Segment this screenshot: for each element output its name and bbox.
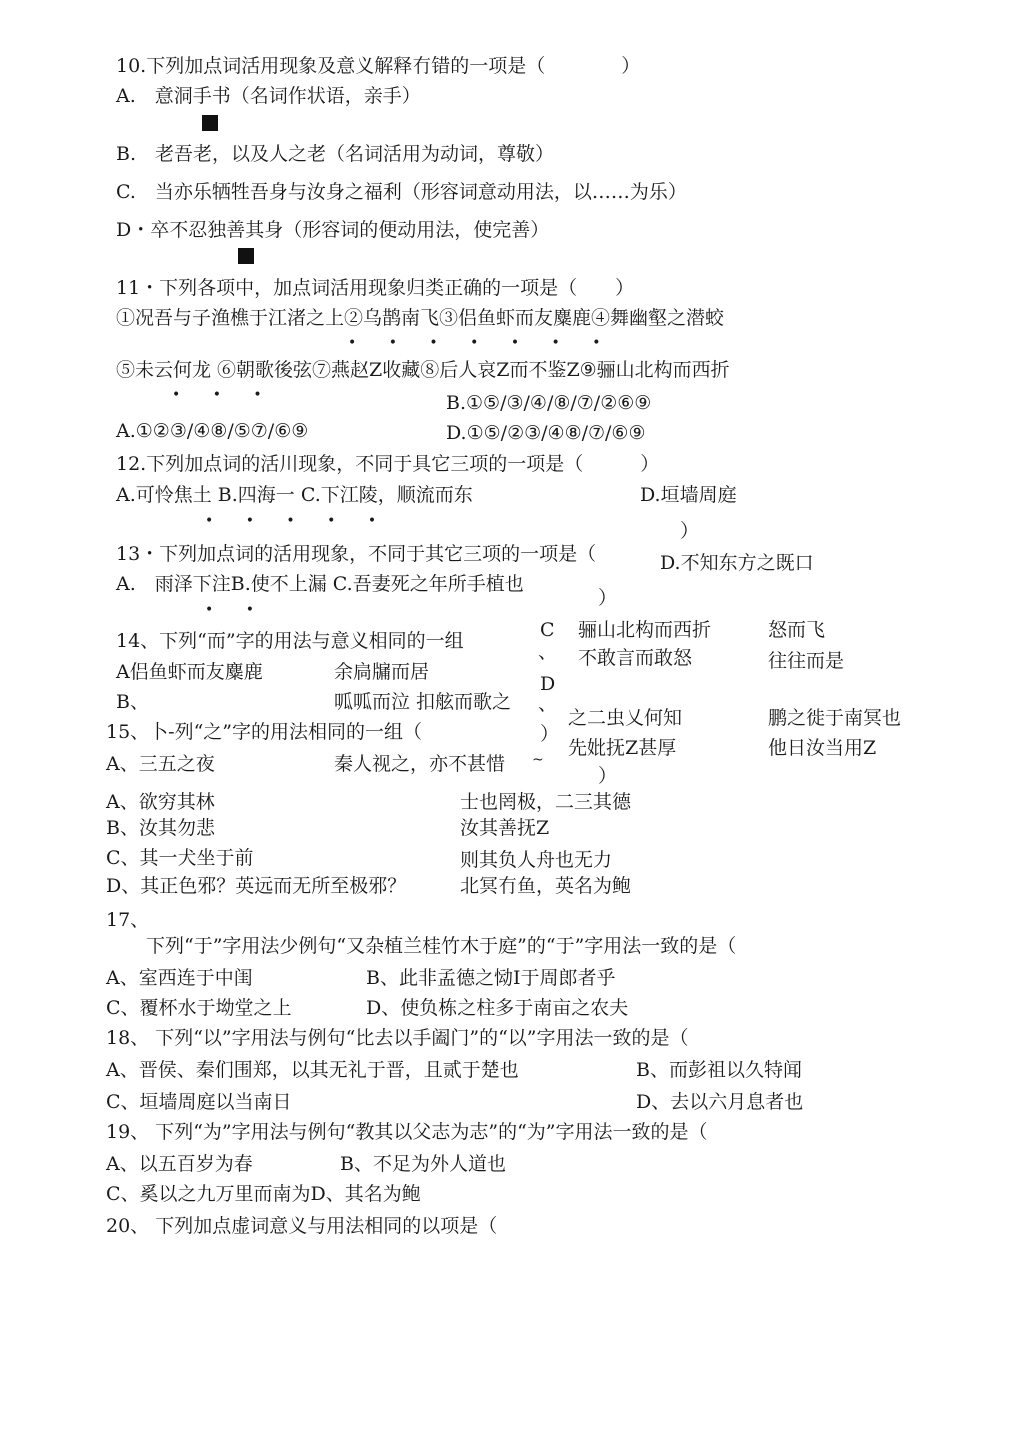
q11-option-b: B.①⑤/③/④/⑧/⑦/②⑥⑨ <box>446 392 652 414</box>
q15-paren: ） <box>540 723 560 745</box>
q11-emphasis-dots-2: • • • <box>172 387 276 403</box>
q14-option-c-label: C <box>540 619 555 641</box>
q18-option-b: B、而彭祖以久特闻 <box>636 1059 802 1081</box>
q11-option-a: A.①②③/④⑧/⑤⑦/⑥⑨ <box>116 420 309 442</box>
q14-separator: 、 <box>538 641 558 663</box>
q14-option-c-1: 骊山北构而西折 <box>578 619 712 641</box>
q10-option-c: C. 当亦乐牺牲吾身与汝身之福利（形容词意动用法，以……为乐） <box>116 181 687 203</box>
q14-option-c-4: 往往而是 <box>768 650 845 672</box>
q14-option-c-3: 不敢言而敢怒 <box>578 647 693 669</box>
q16-option-b-1: B、汝其勿悲 <box>106 817 215 839</box>
q14-option-b-label: B、 <box>116 691 149 713</box>
q15-paren-close: ） <box>598 765 618 787</box>
q14-option-d-2: 鹏之徙于南冥也 <box>768 707 902 729</box>
q16-option-a-2: 士也罔极，二三其德 <box>460 791 632 813</box>
q13-paren-close: ） <box>598 587 618 609</box>
q17-option-b: B、此非孟德之恸I于周郎者乎 <box>366 967 616 989</box>
q19-stem: 19、 下列“为”字用法与例句“教其以父志为志”的“为”字用法一致的是（ <box>106 1121 708 1143</box>
q18-option-c: C、垣墙周庭以当南日 <box>106 1091 292 1113</box>
q17-option-a: A、室西连于中闺 <box>106 967 253 989</box>
q12-options-abc: A.可怜焦土 B.四海一 C.下江陵，顺流而东 <box>116 484 473 506</box>
q19-option-a: A、以五百岁为春 <box>106 1153 253 1175</box>
q16-option-b-2: 汝其善抚Z <box>460 817 550 839</box>
q14-separator: 、 <box>538 693 558 715</box>
q20-stem: 20、 下列加点虚词意义与用法相同的以项是（ <box>106 1215 498 1237</box>
q17-number: 17、 <box>106 909 150 931</box>
q12-paren-close: ） <box>680 520 700 542</box>
q16-option-a-1: A、欲穷其林 <box>106 791 215 813</box>
q19-options-cd: C、奚以之九万里而南为D、其名为鲍 <box>106 1183 421 1205</box>
q10-option-d: D・卒不忍独善其身（形容词的便动用法，使完善） <box>116 219 550 241</box>
q14-option-a-1: A侣鱼虾而友麋鹿 <box>116 661 263 683</box>
q18-option-a: A、晋侯、秦们围郑，以其无礼于晋，且贰于楚也 <box>106 1059 519 1081</box>
q13-emphasis-dots: • • <box>205 602 268 618</box>
q15-option-c-2: 他日汝当用Z <box>768 737 877 759</box>
q15-option-c-1: 先妣抚Z甚厚 <box>568 737 677 759</box>
q10-option-b: B. 老吾老，以及人之老（名词活用为动词，尊敬） <box>116 143 555 165</box>
q11-line-2: ⑤未云何龙 ⑥朝歌後弦⑦燕赵Z收藏⑧后人哀Z而不鉴Z⑨骊山北构而西折 <box>116 359 730 381</box>
q12-option-d: D.垣墙周庭 <box>640 484 737 506</box>
q10-option-a: A. 意洞手书（名词作状语，亲手） <box>116 85 421 107</box>
q11-stem: 11・下列各项中，加点词活用现象归类正确的一项是（ ） <box>116 277 635 299</box>
q14-option-d-1: 之二虫乂何知 <box>568 707 683 729</box>
q15-stem: 15、卜-列“之”字的用法相同的一组（ <box>106 721 423 743</box>
q11-emphasis-dots-1: • • • • • • • <box>348 335 615 351</box>
emphasis-dot-mark <box>238 248 254 264</box>
q14-option-c-2: 怒而飞 <box>768 619 826 641</box>
q14-option-d-label: D <box>540 673 556 695</box>
q17-stem: 下列“于”字用法少例句“又杂植兰桂竹木于庭”的“于”字用法一致的是（ <box>146 935 737 957</box>
q17-option-c: C、覆杯水于坳堂之上 <box>106 997 292 1019</box>
q16-option-d-2: 北冥冇鱼，英名为鲍 <box>460 875 632 897</box>
q12-emphasis-dots: • • • • • <box>205 513 391 529</box>
q16-option-c-1: C、其一犬坐于前 <box>106 847 254 869</box>
emphasis-dot-mark <box>202 115 218 131</box>
q11-line-1: ①况吾与子渔樵于江渚之上②乌鹊南飞③侣鱼虾而友麋鹿④舞幽壑之潜蛟 <box>116 307 725 329</box>
q15-tilde-mark: ~ <box>532 752 544 768</box>
q14-option-a-2: 余扃牖而居 <box>334 661 430 683</box>
q18-option-d: D、去以六月息者也 <box>636 1091 804 1113</box>
q13-option-d: D.不知东方之既口 <box>660 552 814 574</box>
q16-option-c-2: 则其负人舟也无力 <box>460 849 613 871</box>
q17-option-d: D、使负栋之柱多于南亩之农夫 <box>366 997 629 1019</box>
q13-options-abc: A. 雨泽下注B.使不上漏 C.吾妻死之年所手植也 <box>116 573 524 595</box>
q10-stem: 10.下列加点词活用现象及意义解释冇错的一项是（ ） <box>116 55 641 77</box>
q14-option-b-text: 呱呱而泣 扣舷而歌之 <box>334 691 512 713</box>
q18-stem: 18、 下列“以”字用法与例句“比去以手阖门”的“以”字用法一致的是（ <box>106 1027 689 1049</box>
q16-option-d-1: D、其正色邪？英远而无所至极邪？ <box>106 875 407 897</box>
q11-option-d: D.①⑤/②③/④⑧/⑦/⑥⑨ <box>446 422 646 444</box>
q14-stem: 14、下列“而”字的用法与意义相同的一组 <box>116 630 464 652</box>
q12-stem: 12.下列加点词的活川现象，不同于具它三项的一项是（ ） <box>116 453 660 475</box>
q15-option-a-2: 秦人视之，亦不甚惜 <box>334 753 506 775</box>
q13-stem: 13・下列加点词的活用现象，不同于其它三项的一项是（ <box>116 543 597 565</box>
q15-option-a-1: A、三五之夜 <box>106 753 215 775</box>
q19-option-b: B、不足为外人道也 <box>340 1153 506 1175</box>
